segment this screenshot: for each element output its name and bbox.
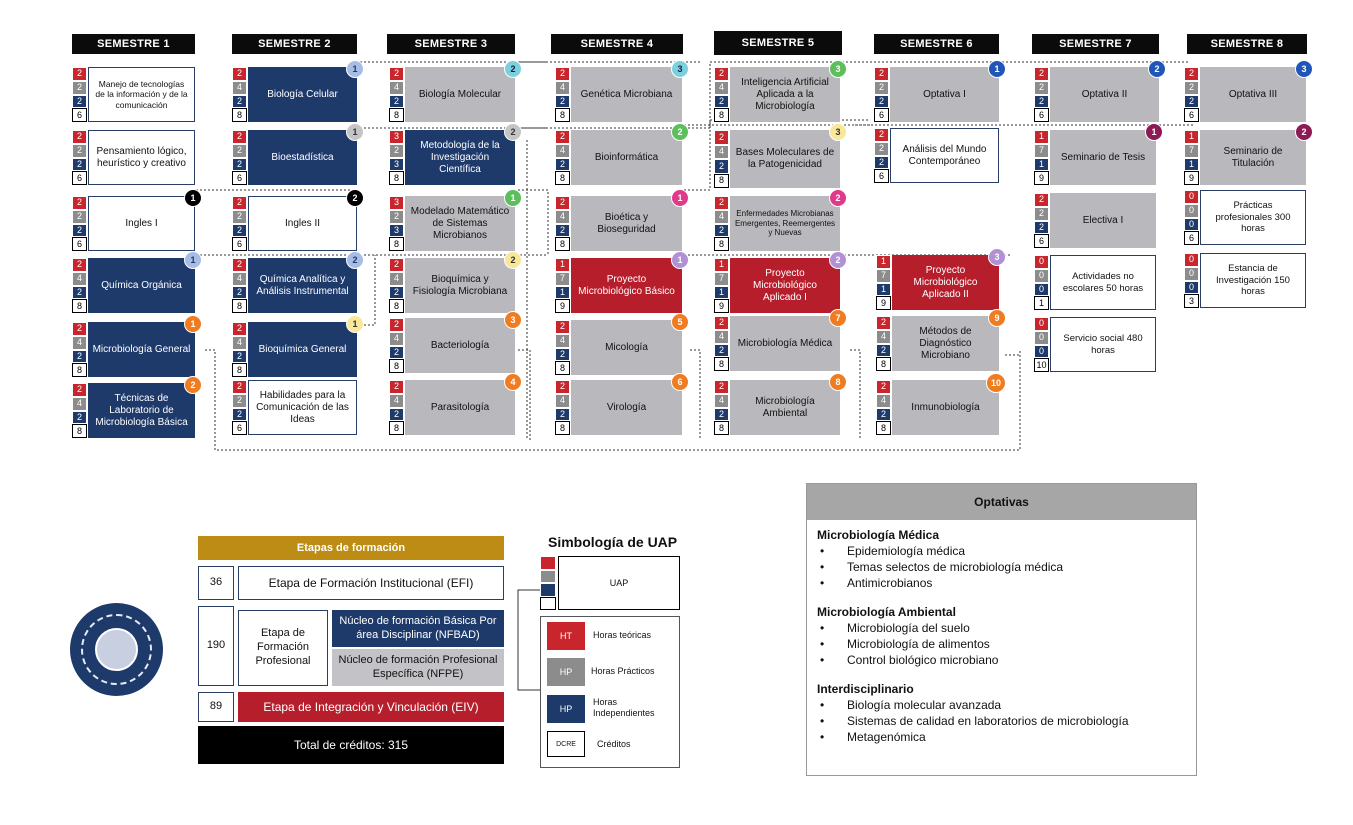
course-card[interactable]: 2 4 2 8 Bioquímica y Fisiología Microbiana 2 (389, 258, 515, 313)
legend-hi-label: Horas Independientes (593, 697, 655, 718)
nfbad-label: Núcleo de formación Básica Por área Disciplinar (NFBAD) (332, 610, 504, 647)
course-card[interactable]: 2 4 2 8 Química Orgánica 1 (72, 258, 195, 313)
course-card[interactable]: 2 4 2 8 Técnicas de Laboratorio de Microbiología Básica 2 (72, 383, 195, 438)
semester-header: SEMESTRE 5 (714, 31, 842, 55)
legend-cr-label: Créditos (597, 739, 631, 749)
course-name: Estancia de Investigación 150 horas (1200, 253, 1306, 308)
course-card[interactable]: 2 4 2 8 Enfermedades Microbianas Emergentes, Reemergentes y Nuevas 2 (714, 196, 840, 251)
course-name: Química Orgánica (88, 258, 195, 313)
sequence-badge: 1 (184, 189, 202, 207)
legend-hours-strip (540, 556, 556, 610)
efp-credits: 190 (198, 606, 234, 686)
course-card[interactable]: 0 0 0 6 Prácticas profesionales 300 horas (1184, 190, 1306, 245)
semester-header: SEMESTRE 6 (874, 34, 999, 54)
course-name: Proyecto Microbiológico Básico (571, 258, 682, 313)
list-item: • Antimicrobianos (817, 575, 1196, 591)
course-name: Optativa I (890, 67, 999, 122)
sequence-badge: 2 (184, 376, 202, 394)
course-name: Métodos de Diagnóstico Microbiano (892, 316, 999, 371)
course-card[interactable]: 2 2 2 6 Optativa II 2 (1034, 67, 1159, 122)
sequence-badge: 1 (504, 189, 522, 207)
course-name: Optativa III (1200, 67, 1306, 122)
course-card[interactable]: 2 4 2 8 Bacteriología 3 (389, 318, 515, 373)
course-card[interactable]: 2 2 2 6 Ingles I 1 (72, 196, 195, 251)
sequence-badge: 2 (1148, 60, 1166, 78)
course-card[interactable]: 0 0 0 10 Servicio social 480 horas (1034, 317, 1156, 372)
etapas-title: Etapas de formación (198, 536, 504, 560)
connector-line (518, 350, 530, 440)
legend-ht-swatch: HT (547, 622, 585, 650)
semester-header: SEMESTRE 2 (232, 34, 357, 54)
course-name: Genética Microbiana (571, 67, 682, 122)
course-name: Pensamiento lógico, heurístico y creativo (88, 130, 195, 185)
course-name: Seminario de Titulación (1200, 130, 1306, 185)
course-name: Ingles II (248, 196, 357, 251)
course-card[interactable]: 2 4 2 8 Bioinformática 2 (555, 130, 682, 185)
course-card[interactable]: 2 4 2 8 Métodos de Diagnóstico Microbiano 9 (876, 316, 999, 371)
course-card[interactable]: 2 2 2 6 Electiva I (1034, 193, 1156, 248)
course-card[interactable]: 2 2 2 6 Análisis del Mundo Contemporáneo (874, 128, 999, 183)
course-name: Análisis del Mundo Contemporáneo (890, 128, 999, 183)
sequence-badge: 1 (988, 60, 1006, 78)
nfpe-label: Núcleo de formación Profesional Específica (NFPE) (332, 649, 504, 686)
course-card[interactable]: 2 4 2 8 Biología Celular 1 (232, 67, 357, 122)
course-name: Microbiología General (88, 322, 195, 377)
semester-header: SEMESTRE 4 (551, 34, 683, 54)
course-name: Virología (571, 380, 682, 435)
optativas-group (817, 682, 1196, 745)
list-item: • Epidemiología médica (817, 543, 1196, 559)
group-title: Interdisciplinario (817, 682, 914, 696)
efi-label: Etapa de Formación Institucional (EFI) (238, 566, 504, 600)
course-card[interactable]: 2 2 2 6 Habilidades para la Comunicación de las Ideas (232, 380, 357, 435)
sequence-badge: 1 (346, 60, 364, 78)
course-name: Proyecto Microbiológico Aplicado II (892, 255, 999, 310)
sequence-badge: 2 (504, 251, 522, 269)
sequence-badge: 3 (829, 60, 847, 78)
list-item: • Microbiología de alimentos (817, 636, 1196, 652)
efi-credits: 36 (198, 566, 234, 600)
course-card[interactable]: 2 2 2 6 Optativa I 1 (874, 67, 999, 122)
course-card[interactable]: 3 2 3 8 Metodología de la Investigación Científica 2 (389, 130, 515, 185)
sequence-badge: 1 (184, 315, 202, 333)
course-card[interactable]: 2 4 2 8 Biología Molecular 2 (389, 67, 515, 122)
optativas-panel (806, 483, 1197, 776)
course-name: Prácticas profesionales 300 horas (1200, 190, 1306, 245)
sequence-badge: 8 (829, 373, 847, 391)
eiv-credits: 89 (198, 692, 234, 722)
course-name: Bioética y Bioseguridad (571, 196, 682, 251)
sequence-badge: 7 (829, 309, 847, 327)
course-name: Bioestadística (248, 130, 357, 185)
course-card[interactable]: 2 4 2 8 Micología 5 (555, 320, 682, 375)
sequence-badge: 6 (671, 373, 689, 391)
course-name: Bioquímica General (248, 322, 357, 377)
legend-hp-swatch: HP (547, 658, 585, 686)
course-name: Bioinformática (571, 130, 682, 185)
course-name: Biología Molecular (405, 67, 515, 122)
course-name: Microbiología Ambiental (730, 380, 840, 435)
connector-line (850, 350, 860, 440)
semester-header: SEMESTRE 3 (387, 34, 515, 54)
legend-title: Simbología de UAP (548, 534, 678, 550)
course-card[interactable]: 2 2 2 6 Ingles II 2 (232, 196, 357, 251)
sequence-badge: 1 (671, 189, 689, 207)
course-name: Química Analítica y Análisis Instrumental (248, 258, 357, 313)
optativas-title: Optativas (807, 484, 1196, 520)
course-card[interactable]: 2 2 2 6 Bioestadística 1 (232, 130, 357, 185)
course-name: Bases Moleculares de la Patogenicidad (730, 130, 840, 188)
course-name: Bioquímica y Fisiología Microbiana (405, 258, 515, 313)
sequence-badge: 2 (1295, 123, 1313, 141)
course-card[interactable]: 1 7 1 9 Proyecto Microbiológico Básico 1 (555, 258, 682, 313)
course-card[interactable]: 2 4 2 8 Bioética y Bioseguridad 1 (555, 196, 682, 251)
course-name: Inmunobiología (892, 380, 999, 435)
course-card[interactable]: 2 2 2 6 Optativa III 3 (1184, 67, 1306, 122)
course-name: Electiva I (1050, 193, 1156, 248)
optativas-group (817, 528, 1196, 591)
sequence-badge: 2 (504, 123, 522, 141)
list-item: • Temas selectos de microbiología médica (817, 559, 1196, 575)
legend-cr-swatch: DCRE (547, 731, 585, 757)
course-card[interactable]: 3 2 3 8 Modelado Matemático de Sistemas Microbianos 1 (389, 196, 515, 251)
group-title: Microbiología Ambiental (817, 605, 956, 619)
course-card[interactable]: 1 7 1 9 Proyecto Microbiológico Aplicado I 2 (714, 258, 840, 313)
sequence-badge: 2 (346, 251, 364, 269)
sequence-badge: 5 (671, 313, 689, 331)
course-name: Técnicas de Laboratorio de Microbiología Básica (88, 383, 195, 438)
list-item: • Control biológico microbiano (817, 652, 1196, 668)
efp-label: Etapa de Formación Profesional (238, 610, 328, 686)
course-card[interactable]: 2 4 2 8 Inmunobiología 10 (876, 380, 999, 435)
sequence-badge: 1 (346, 315, 364, 333)
course-card[interactable]: 2 2 2 6 Manejo de tecnologías de la información y de la comunicación (72, 67, 195, 122)
course-card[interactable]: 2 4 2 8 Bases Moleculares de la Patogenicidad 3 (714, 130, 840, 188)
course-card[interactable]: 2 4 2 8 Microbiología Médica 7 (714, 316, 840, 371)
legend-ht-label: Horas teóricas (593, 630, 652, 640)
course-card[interactable]: 0 0 0 1 Actividades no escolares 50 horas (1034, 255, 1156, 310)
course-name: Optativa II (1050, 67, 1159, 122)
course-name: Micología (571, 320, 682, 375)
group-title: Microbiología Médica (817, 528, 940, 542)
sequence-badge: 2 (829, 251, 847, 269)
connector-line (690, 350, 700, 440)
course-card[interactable]: 2 4 2 8 Genética Microbiana 3 (555, 67, 682, 122)
university-seal (70, 603, 163, 696)
sequence-badge: 2 (829, 189, 847, 207)
list-item: • Sistemas de calidad en laboratorios de microbiología (817, 713, 1196, 729)
course-name: Manejo de tecnologías de la información y de la comunicación (88, 67, 195, 122)
course-name: Parasitología (405, 380, 515, 435)
semester-header: SEMESTRE 8 (1187, 34, 1307, 54)
course-name: Actividades no escolares 50 horas (1050, 255, 1156, 310)
connector-line (360, 255, 375, 325)
sequence-badge: 3 (988, 248, 1006, 266)
course-card[interactable]: 2 4 2 8 Microbiología General 1 (72, 322, 195, 377)
sequence-badge: 2 (504, 60, 522, 78)
course-name: Seminario de Tesis (1050, 130, 1156, 185)
sequence-badge: 3 (1295, 60, 1313, 78)
semester-header: SEMESTRE 7 (1032, 34, 1159, 54)
list-item: • Biología molecular avanzada (817, 697, 1196, 713)
course-card[interactable]: 2 4 2 8 Microbiología Ambiental 8 (714, 380, 840, 435)
total-credits: Total de créditos: 315 (198, 726, 504, 764)
course-card[interactable]: 2 4 2 8 Parasitología 4 (389, 380, 515, 435)
semester-header: SEMESTRE 1 (72, 34, 195, 54)
course-card[interactable]: 2 2 2 6 Pensamiento lógico, heurístico y creativo (72, 130, 195, 185)
sequence-badge: 9 (988, 309, 1006, 327)
eiv-label: Etapa de Integración y Vinculación (EIV) (238, 692, 504, 722)
course-name: Metodología de la Investigación Científica (405, 130, 515, 185)
legend-uap: UAP (558, 556, 680, 610)
sequence-badge: 1 (346, 123, 364, 141)
sequence-badge: 2 (671, 123, 689, 141)
legend-bracket (518, 590, 540, 690)
course-card[interactable]: 0 0 0 3 Estancia de Investigación 150 horas (1184, 253, 1306, 308)
sequence-badge: 3 (671, 60, 689, 78)
course-name: Proyecto Microbiológico Aplicado I (730, 258, 840, 313)
sequence-badge: 2 (346, 189, 364, 207)
list-item: • Microbiología del suelo (817, 620, 1196, 636)
sequence-badge: 10 (986, 373, 1006, 393)
legend-hp-label: Horas Prácticos (591, 666, 655, 676)
course-name: Biología Celular (248, 67, 357, 122)
course-name: Microbiología Médica (730, 316, 840, 371)
course-card[interactable]: 2 4 2 8 Virología 6 (555, 380, 682, 435)
course-name: Ingles I (88, 196, 195, 251)
sequence-badge: 1 (184, 251, 202, 269)
list-item: • Metagenómica (817, 729, 1196, 745)
sequence-badge: 1 (1145, 123, 1163, 141)
sequence-badge: 3 (829, 123, 847, 141)
course-name: Inteligencia Artificial Aplicada a la Microbiología (730, 67, 840, 122)
sequence-badge: 1 (671, 251, 689, 269)
course-card[interactable]: 2 4 2 8 Bioquímica General 1 (232, 322, 357, 377)
course-name: Enfermedades Microbianas Emergentes, Reemergentes y Nuevas (730, 196, 840, 251)
optativas-group (817, 605, 1196, 668)
course-card[interactable]: 1 7 1 9 Seminario de Tesis 1 (1034, 130, 1156, 185)
course-name: Modelado Matemático de Sistemas Microbianos (405, 196, 515, 251)
connector-line (518, 190, 548, 255)
legend-hi-swatch: HP (547, 695, 585, 723)
course-card[interactable]: 1 7 1 9 Proyecto Microbiológico Aplicado II 3 (876, 255, 999, 310)
sequence-badge: 3 (504, 311, 522, 329)
course-name: Bacteriología (405, 318, 515, 373)
course-card[interactable]: 2 4 2 8 Química Analítica y Análisis Instrumental 2 (232, 258, 357, 313)
course-card[interactable]: 2 4 2 8 Inteligencia Artificial Aplicada a la Microbiología 3 (714, 67, 840, 122)
course-name: Servicio social 480 horas (1050, 317, 1156, 372)
course-name: Habilidades para la Comunicación de las Ideas (248, 380, 357, 435)
sequence-badge: 4 (504, 373, 522, 391)
course-card[interactable]: 1 7 1 9 Seminario de Titulación 2 (1184, 130, 1306, 185)
